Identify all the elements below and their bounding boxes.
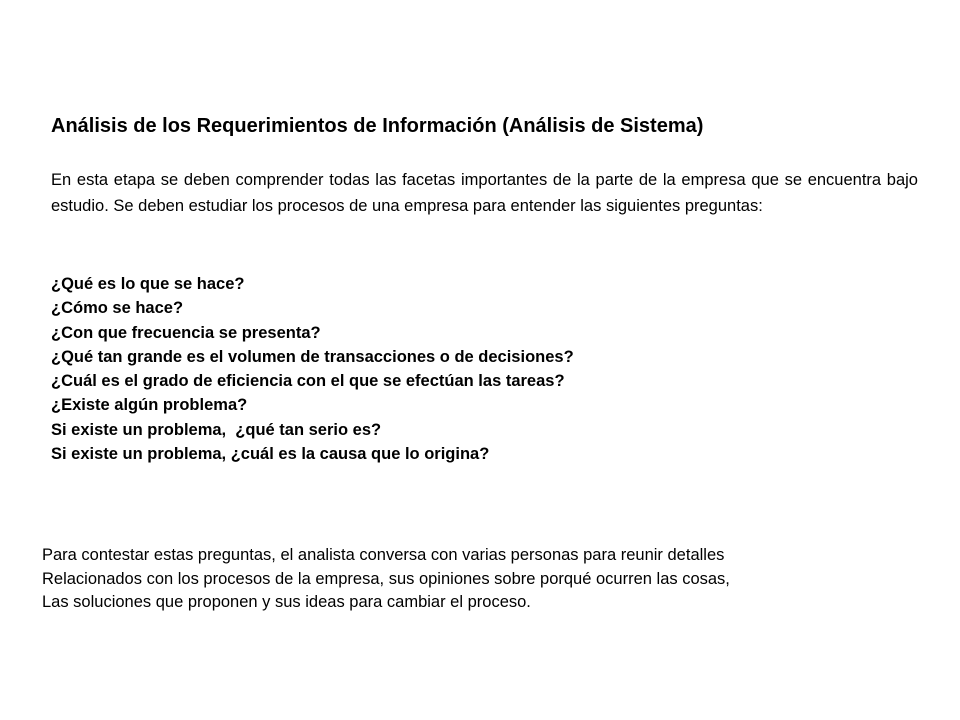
question-item: ¿Qué tan grande es el volumen de transacciones o de decisiones? — [51, 347, 574, 366]
intro-paragraph: En esta etapa se deben comprender todas las facetas importantes de la parte de la empresa que se encuentra bajo estudio. Se deben estudiar los procesos de una empresa para entender las siguientes preguntas: — [51, 171, 918, 215]
question-item: ¿Cómo se hace? — [51, 299, 184, 318]
closing-line: Relacionados con los procesos de la empresa, sus opiniones sobre porqué ocurren las cosas, — [42, 569, 730, 588]
slide-title: Análisis de los Requerimientos de Información (Análisis de Sistema) — [51, 115, 704, 137]
questions-list — [51, 272, 911, 466]
question-item: Si existe un problema, ¿qué tan serio es? — [51, 420, 382, 439]
question-item: Si existe un problema, ¿cuál es la causa que lo origina? — [51, 445, 490, 464]
question-item: ¿Con que frecuencia se presenta? — [51, 323, 321, 342]
question-item: ¿Cuál es el grado de eficiencia con el que se efectúan las tareas? — [51, 372, 565, 391]
question-item: ¿Existe algún problema? — [51, 396, 248, 415]
closing-line: Para contestar estas preguntas, el analista conversa con varias personas para reunir detalles — [42, 546, 725, 564]
closing-paragraph — [42, 544, 942, 615]
closing-line: Las soluciones que proponen y sus ideas para cambiar el proceso. — [42, 593, 531, 611]
question-item: ¿Qué es lo que se hace? — [51, 275, 245, 293]
